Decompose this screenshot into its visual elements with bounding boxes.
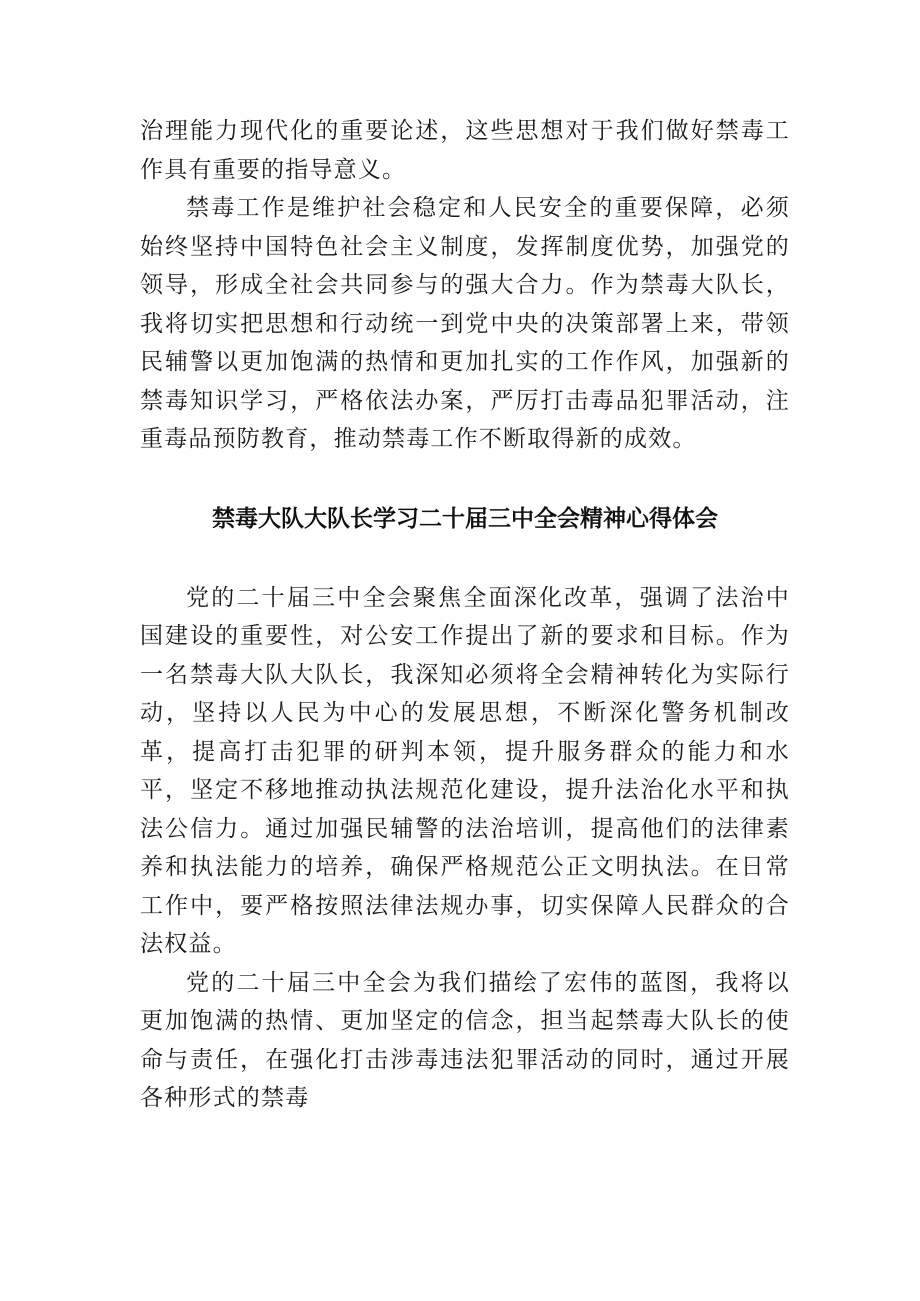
paragraph-plenum-reform: 党的二十届三中全会聚焦全面深化改革，强调了法治中国建设的重要性，对公安工作提出了新的要求和目标。作为一名禁毒大队大队长，我深知必须将全会精神转化为实际行动，坚持以人民为中心的发展思想，不断深化警务机制改革，提高打击犯罪的研判本领，提升服务群众的能力和水平，坚定不移地推动执法规范化建设，提升法治化水平和执法公信力。通过加强民辅警的法治培训，提高他们的法律素养和执法能力的培养，确保严格规范公正文明执法。在日常工作中，要严格按照法律法规办事，切实保障人民群众的合法权益。 bbox=[140, 584, 790, 957]
paragraph-continued: 治理能力现代化的重要论述，这些思想对于我们做好禁毒工作具有重要的指导意义。 bbox=[140, 118, 790, 183]
document-page bbox=[140, 112, 790, 1118]
paragraph-drug-control-work: 禁毒工作是维护社会稳定和人民安全的重要保障，必须始终坚持中国特色社会主义制度，发挥制度优势，加强党的领导，形成全社会共同参与的强大合力。作为禁毒大队长，我将切实把思想和行动统一到党中央的决策部署上来，带领民辅警以更加饱满的热情和更加扎实的工作作风，加强新的禁毒知识学习，严格依法办案，严厉打击毒品犯罪活动，注重毒品预防教育，推动禁毒工作不断取得新的成效。 bbox=[140, 195, 790, 452]
section-title: 禁毒大队大队长学习二十届三中全会精神心得体会 bbox=[212, 505, 718, 532]
paragraph-blueprint: 党的二十届三中全会为我们描绘了宏伟的蓝图，我将以更加饱满的热情、更加坚定的信念，担当起禁毒大队长的使命与责任，在强化打击涉毒违法犯罪活动的同时，通过开展各种形式的禁毒 bbox=[140, 969, 790, 1111]
